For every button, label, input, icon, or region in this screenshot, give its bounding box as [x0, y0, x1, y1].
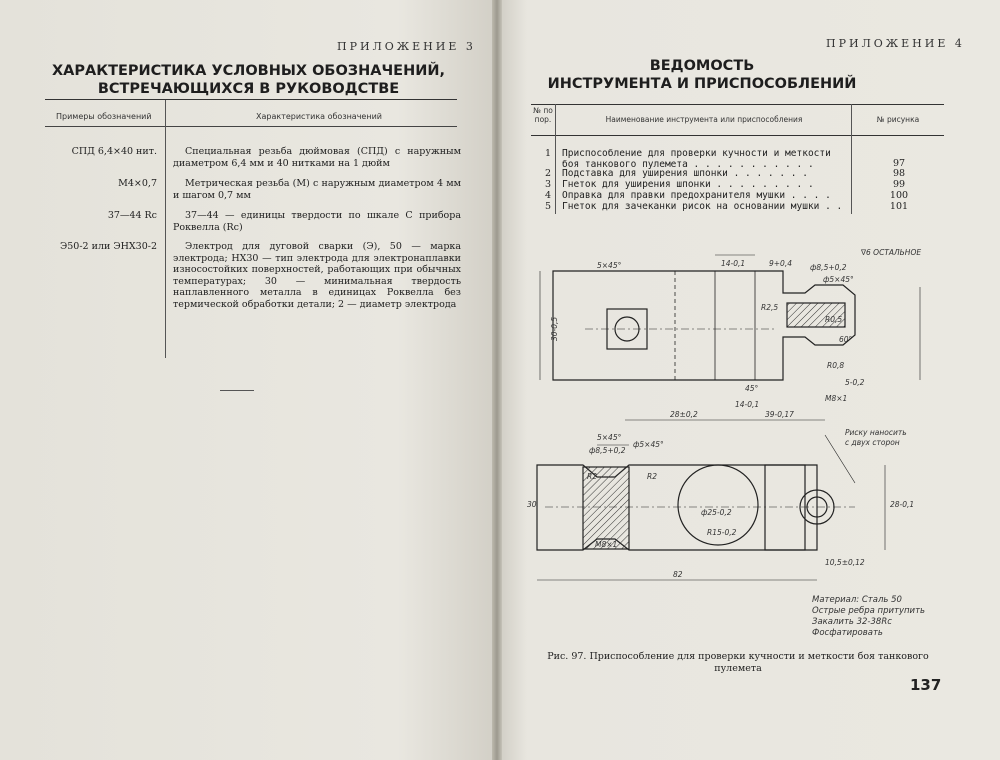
dim-label: R15-0,2: [707, 528, 737, 537]
table-row-name: Приспособление для проверки кучности и меткости боя танкового пулемета . . . . . . . . . . .: [562, 148, 831, 170]
dim-label: ф5×45°: [823, 275, 854, 284]
column-header-no: № по пор.: [533, 106, 553, 124]
table-top-rule: [45, 99, 457, 100]
dim-label: М8×1: [825, 394, 848, 403]
column-divider: [165, 100, 166, 358]
dim-label: ф8,5+0,2: [810, 263, 847, 272]
dim-label: R0,5: [825, 315, 843, 324]
page-title: ХАРАКТЕРИСТИКА УСЛОВНЫХ ОБОЗНАЧЕНИЙ, ВСТРЕЧАЮЩИХСЯ В РУКОВОДСТВЕ: [52, 63, 445, 97]
table-row-name: Подставка для уширения шпонки . . . . . . .: [562, 168, 808, 179]
column-divider: [555, 104, 556, 214]
table-row-desc: Специальная резьба дюймовая (СПД) с наружным диаметром 6,4 мм и 40 нитками на 1 дюйм: [173, 146, 461, 169]
dim-label: R2: [647, 472, 657, 481]
table-row-desc: Электрод для дуговой сварки (Э), 50 — марка электрода; НХ30 — тип электрода для электронаплавки износостойких поверхностей, работающих при обычных температурах; 30 — минимальная твердость наплавленного металла в единицах Роквелла без термической обработки детали; 2 — диаметр электрода: [173, 241, 461, 310]
dim-label: 60°: [839, 335, 853, 344]
table-row-name: Оправка для правки предохранителя мушки . . . .: [562, 190, 831, 201]
material-note: Острые ребра притупить: [812, 606, 926, 616]
left-page: [0, 0, 497, 760]
bottom-view-outline: [537, 465, 817, 550]
dim-label: М8×1: [595, 540, 618, 549]
dim-label: 5×45°: [597, 433, 622, 442]
table-row-term: СПД 6,4×40 нит.: [71, 146, 157, 157]
column-header-figure: № рисунка: [876, 115, 920, 124]
column-header-examples: Примеры обозначений: [56, 112, 152, 121]
dim-label: 45°: [745, 384, 759, 393]
book-gutter: [492, 0, 502, 760]
dim-label: 82: [673, 570, 683, 579]
dim-label: 5×45°: [597, 261, 622, 270]
dim-label: 10,5±0,12: [825, 558, 865, 567]
section-dash: [220, 390, 254, 391]
table-row-name: Гнеток для уширения шпонки . . . . . . . . .: [562, 179, 814, 190]
dim-label: 14-0,1: [721, 259, 746, 268]
table-row-fig: 98: [892, 168, 906, 179]
table-row-no: 2: [544, 168, 551, 179]
table-row-desc: Метрическая резьба (М) с наружным диаметром 4 мм и шагом 0,7 мм: [173, 178, 461, 201]
mark-note: с двух сторон: [845, 438, 900, 447]
dim-label: 28-0,1: [890, 500, 915, 509]
dim-label: 39-0,17: [765, 410, 794, 419]
dim-label: 9+0,4: [769, 259, 792, 268]
figure-caption: Рис. 97. Приспособление для проверки кучности и меткости боя танкового пулемета: [547, 651, 929, 674]
table-row-no: 4: [544, 190, 551, 201]
appendix-label: ПРИЛОЖЕНИЕ 3: [337, 40, 476, 53]
column-header-description: Характеристика обозначений: [256, 112, 382, 121]
column-header-name: Наименование инструмента или приспособления: [605, 115, 803, 124]
page-number: 137: [910, 676, 942, 694]
table-row-term: Э50-2 или ЭНХ30-2: [59, 241, 157, 252]
table-row-fig: 97: [892, 158, 906, 169]
appendix-label: ПРИЛОЖЕНИЕ 4: [826, 37, 965, 50]
technical-drawing: [525, 235, 950, 595]
dim-label: 30-0,5: [550, 316, 559, 341]
dim-label: R2,5: [761, 303, 779, 312]
page-title: ВЕДОМОСТЬ ИНСТРУМЕНТА И ПРИСПОСОБЛЕНИЙ: [547, 58, 857, 92]
dim-label: 14-0,1: [735, 400, 760, 409]
mark-note: Риску наносить: [845, 428, 907, 437]
end-block: [765, 465, 805, 550]
dim-label: 30: [527, 500, 537, 509]
dim-label: ф8,5+0,2: [589, 446, 626, 455]
dim-label: ф25-0,2: [701, 508, 732, 517]
material-note: Материал: Сталь 50: [812, 595, 902, 605]
material-note: Фосфатировать: [812, 628, 883, 638]
table-row-no: 3: [544, 179, 551, 190]
dim-label: R2: [587, 472, 597, 481]
dim-label: 5-0,2: [845, 378, 865, 387]
table-row-fig: 100: [889, 190, 909, 201]
dim-label: R0,8: [827, 361, 845, 370]
dim-label: ф5×45°: [633, 440, 664, 449]
material-note: Закалить 32-38Rc: [812, 617, 892, 627]
table-row-name: Гнеток для зачеканки рисок на основании мушки . .: [562, 201, 843, 212]
table-row-no: 5: [544, 201, 551, 212]
table-row-no: 1: [544, 148, 551, 159]
header-rule: [45, 126, 457, 127]
dim-label: 28±0,2: [670, 410, 698, 419]
column-divider: [851, 104, 852, 214]
table-row-desc: 37—44 — единицы твердости по шкале С прибора Роквелла (Rc): [173, 210, 461, 233]
table-row-fig: 99: [892, 179, 906, 190]
table-row-term: 37—44 Rc: [107, 210, 157, 221]
table-row-fig: 101: [889, 201, 909, 212]
roughness-note: ∇6 ОСТАЛЬНОЕ: [861, 248, 922, 257]
table-row-term: М4×0,7: [118, 178, 157, 189]
